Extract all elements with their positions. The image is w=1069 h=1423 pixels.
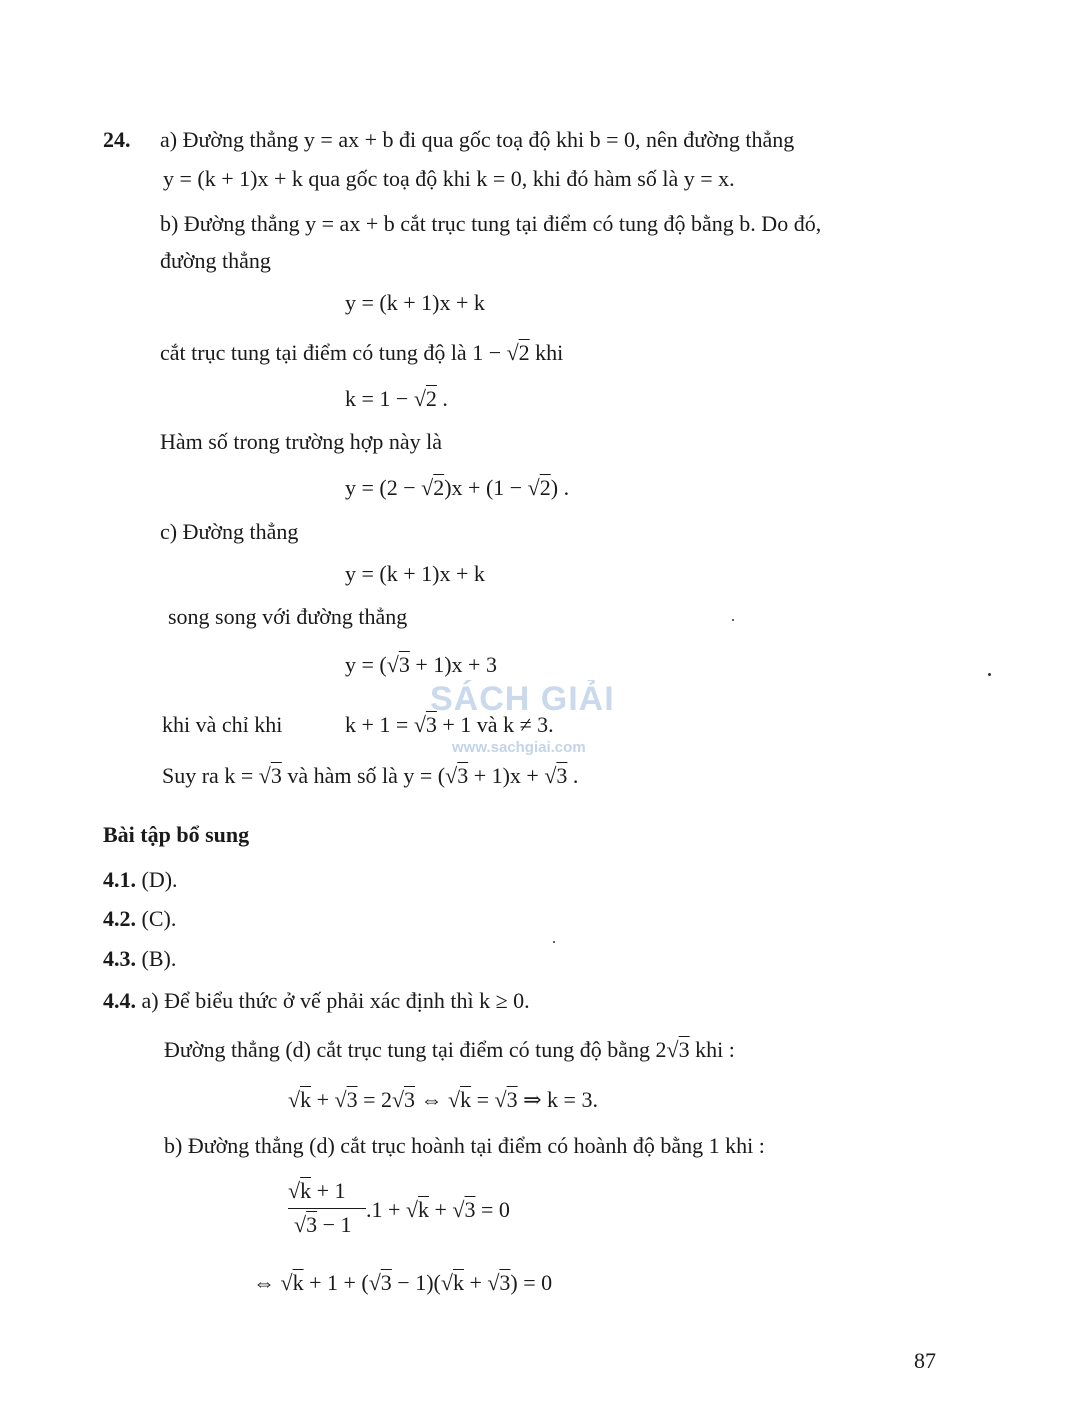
part-c-line: khi và chỉ khi (162, 712, 283, 737)
equation: y = (√3 + 1)x + 3 (345, 652, 497, 677)
answer-item: 4.3. (B). (103, 946, 177, 971)
part-c-line: song song với đường thẳng (168, 604, 408, 629)
part-b-line: cắt trục tung tại điểm có tung độ là 1 − √2 khi (160, 340, 564, 365)
equation: √k + √3 = 2√3 ⇔ √k = √3 ⇒ k = 3. (288, 1087, 598, 1112)
part-c-line: Suy ra k = √3 và hàm số là y = (√3 + 1)x + √3 . (162, 763, 579, 788)
problem-4-4-line: Đường thẳng (d) cắt trục tung tại điểm có tung độ bằng 2√3 khi : (164, 1037, 735, 1062)
scan-speck (988, 673, 991, 676)
part-c-line: c) Đường thẳng (160, 519, 299, 544)
part-a-line: y = (k + 1)x + k qua gốc toạ độ khi k = 0, khi đó hàm số là y = x. (163, 166, 735, 191)
equation: k + 1 = √3 + 1 và k ≠ 3. (345, 712, 554, 737)
part-b-line: b) Đường thẳng y = ax + b cắt trục tung tại điểm có tung độ bằng b. Do đó, (160, 211, 822, 236)
section-heading: Bài tập bổ sung (103, 822, 250, 847)
watermark-url: www.sachgiai.com (452, 739, 586, 756)
part-b-line: Hàm số trong trường hợp này là (160, 429, 443, 454)
equation: y = (k + 1)x + k (345, 561, 485, 586)
equation: ⇔ √k + 1 + (√3 − 1)(√k + √3) = 0 (253, 1270, 553, 1295)
part-b-line: đường thẳng (160, 248, 271, 273)
page-number: 87 (914, 1348, 936, 1373)
watermark-logo: SÁCH GIẢI (430, 680, 615, 718)
problem-4-4-line: 4.4. a) Để biểu thức ở vế phải xác định thì k ≥ 0. (103, 988, 530, 1013)
answer-item: 4.1. (D). (103, 867, 178, 892)
fraction (288, 1178, 378, 1248)
problem-number: 24. (103, 127, 131, 152)
answer-item: 4.2. (C). (103, 906, 177, 931)
fraction-denominator: √3 − 1 (294, 1212, 352, 1237)
equation: k = 1 − √2 . (345, 386, 448, 411)
equation: y = (k + 1)x + k (345, 290, 485, 315)
scan-speck (732, 619, 734, 621)
fraction-bar (288, 1208, 366, 1209)
equation: y = (2 − √2)x + (1 − √2) . (345, 475, 570, 500)
problem-4-4-line: b) Đường thẳng (d) cắt trục hoành tại điểm có hoành độ bằng 1 khi : (164, 1133, 765, 1158)
part-a-line: a) Đường thẳng y = ax + b đi qua gốc toạ độ khi b = 0, nên đường thẳng (160, 127, 795, 152)
scan-speck (553, 941, 555, 943)
equation: .1 + √k + √3 = 0 (366, 1197, 510, 1222)
fraction-numerator: √k + 1 (288, 1178, 346, 1203)
